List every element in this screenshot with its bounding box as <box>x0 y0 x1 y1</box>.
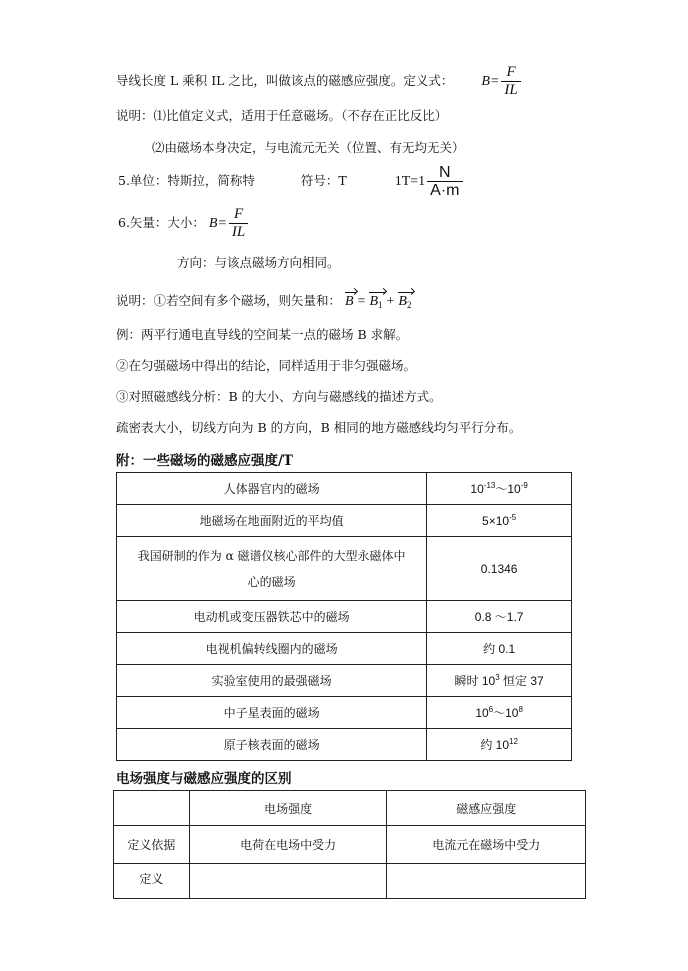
table-row <box>117 473 572 505</box>
table-row <box>117 729 572 761</box>
comparison-table <box>113 790 586 899</box>
unit-eq-lhs: 1T=1 <box>394 174 426 189</box>
intro-formula-lhs: B= <box>481 74 500 89</box>
vector-B1 <box>369 294 382 310</box>
vector-B1-subscript: 1 <box>378 300 383 310</box>
example-line: 例：两平行通电直导线的空间某一点的磁场 B 求解。 <box>116 327 409 342</box>
field-value: 约 0.1 <box>427 633 572 665</box>
field-name: 人体器官内的磁场 <box>117 473 427 505</box>
cell-magnetic-definition <box>387 864 586 899</box>
vector-line <box>118 206 248 241</box>
table-row <box>114 826 586 864</box>
point-4: 疏密表大小，切线方向为 B 的方向，B 相同的地方磁感线均匀平行分布。 <box>116 420 522 435</box>
intro-formula-num: F <box>506 64 516 80</box>
unit-line <box>118 164 463 199</box>
unit-den: A·m <box>427 181 462 199</box>
col-header-electric: 电场强度 <box>189 791 387 826</box>
field-value: 约 $10^{12}$ <box>427 729 572 761</box>
table-row <box>117 601 572 633</box>
unit-num: N <box>439 164 451 181</box>
corner-cell <box>114 791 190 826</box>
table-row <box>117 537 572 601</box>
table-row <box>114 791 586 826</box>
vector-fraction <box>229 206 248 241</box>
vector-den: IL <box>229 223 248 241</box>
comparison-table-body <box>114 791 586 899</box>
table-row <box>117 697 572 729</box>
intro-formula-fraction <box>501 64 520 99</box>
superposition-text: 说明：①若空间有多个磁场，则矢量和： <box>116 293 342 308</box>
field-name: 实验室使用的最强磁场 <box>117 665 427 697</box>
unit-label: 5.单位：特斯拉，简称特 <box>118 173 255 188</box>
vector-B2-letter: B <box>398 294 407 309</box>
vector-label: 6.矢量：大小： <box>118 215 205 230</box>
cell-electric-definition <box>189 864 387 899</box>
table-row <box>117 665 572 697</box>
point-2: ②在匀强磁场中得出的结论，同样适用于非匀强磁场。 <box>116 358 417 373</box>
vector-direction: 方向：与该点磁场方向相同。 <box>177 255 340 270</box>
field-value: 0.8 ～1.7 <box>427 601 572 633</box>
field-name: 我国研制的作为 α 磁谱仪核心部件的大型永磁体中心的磁场 <box>117 537 427 601</box>
field-value: $10^6\sim 10^8$ <box>427 697 572 729</box>
superposition-plus: + <box>386 294 395 309</box>
vector-lhs: B= <box>208 216 227 231</box>
intro-text: 导线长度 L 乘积 IL 之比，叫做该点的磁感应强度。定义式： <box>116 73 454 88</box>
cell-magnetic-basis: 电流元在磁场中受力 <box>387 826 586 864</box>
field-value: 0.1346 <box>427 537 572 601</box>
appendix-table-body <box>117 473 572 761</box>
cell-electric-basis: 电荷在电场中受力 <box>189 826 387 864</box>
vector-num: F <box>234 206 244 222</box>
table-row <box>117 633 572 665</box>
note-2: ⑵由磁场本身决定，与电流元无关（位置、有无均无关） <box>152 140 465 155</box>
superposition-line <box>116 291 411 310</box>
vector-B2-subscript: 2 <box>406 300 412 310</box>
field-name: 电视机偏转线圈内的磁场 <box>117 633 427 665</box>
superposition-eq: = <box>357 294 366 309</box>
table-row <box>114 864 586 899</box>
intro-formula-den: IL <box>501 81 520 99</box>
vector-B1-letter: B <box>369 294 378 309</box>
field-value: $10^{-13}\sim 10^{-9}$ <box>427 473 572 505</box>
col-header-magnetic: 磁感应强度 <box>387 791 586 826</box>
note-1: 说明：⑴比值定义式，适用于任意磁场。（不存在正比反比） <box>116 108 448 123</box>
vector-B: B <box>345 294 354 309</box>
appendix-heading: 附：一些磁场的磁感应强度/T <box>116 453 293 469</box>
field-value: 瞬时 $10^3$ 恒定 37 <box>427 665 572 697</box>
field-name: 地磁场在地面附近的平均值 <box>117 505 427 537</box>
appendix-table <box>116 472 572 761</box>
row-label-definition: 定义 <box>114 864 190 899</box>
vector-B2 <box>398 294 411 310</box>
unit-symbol: 符号：T <box>300 173 347 188</box>
field-name: 原子核表面的磁场 <box>117 729 427 761</box>
intro-line <box>116 64 521 99</box>
row-label-basis: 定义依据 <box>114 826 190 864</box>
table-row <box>117 505 572 537</box>
comparison-heading: 电场强度与磁感应强度的区别 <box>116 771 292 787</box>
unit-fraction <box>427 164 462 199</box>
field-name: 中子星表面的磁场 <box>117 697 427 729</box>
point-3: ③对照磁感线分析：B 的大小、方向与磁感线的描述方式。 <box>116 389 442 404</box>
field-value: $5\times 10^{-5}$ <box>427 505 572 537</box>
field-name: 电动机或变压器铁芯中的磁场 <box>117 601 427 633</box>
